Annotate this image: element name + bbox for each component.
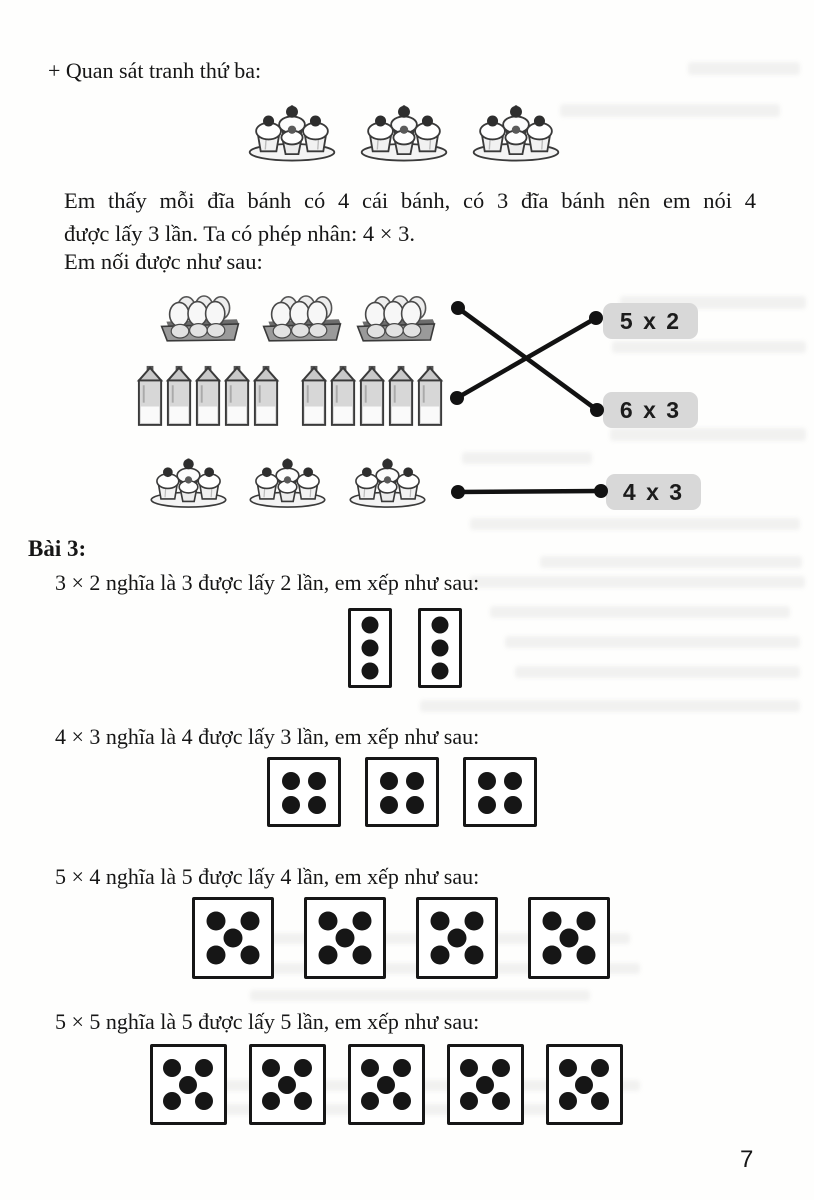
dot-card [365,757,439,827]
dot [282,772,300,790]
bleedthrough-text-trace [515,666,800,678]
bleedthrough-text-trace [462,452,592,464]
cupcake-plate-group [247,452,328,509]
dot [352,912,371,931]
bleedthrough-text-trace [540,556,802,568]
dot [464,912,483,931]
egg-carton-group [160,292,240,343]
dot [207,912,226,931]
dot [361,1059,379,1077]
dot-card [463,757,537,827]
dot [591,1059,609,1077]
dot [431,945,450,964]
dot [362,617,379,634]
cupcake-plate-image [247,452,328,509]
dot [576,912,595,931]
dot [432,662,449,679]
bleedthrough-text-trace [490,606,790,618]
dot [352,945,371,964]
milk-carton-group [300,364,445,428]
dot [294,1059,312,1077]
paragraph-line: được lấy 3 lần. Ta có phép nhân: 4 × 3. [64,221,415,246]
dot [543,912,562,931]
dot [240,912,259,931]
dot [380,796,398,814]
dot [478,796,496,814]
exercise-statement-2: 4 × 3 nghĩa là 4 được lấy 3 lần, em xếp như sau: [55,724,480,749]
dot [262,1059,280,1077]
connect-instruction: Em nối được như sau: [64,249,263,274]
dot [240,945,259,964]
milk-carton-group-image [300,364,445,428]
cupcake-plate-image [148,452,229,509]
bleedthrough-text-trace [610,428,806,441]
bleedthrough-text-trace [560,104,780,117]
explanation-paragraph [64,184,756,250]
exercise-title: Bài 3: [28,536,87,561]
dot [406,772,424,790]
dot [460,1059,478,1077]
dot [362,662,379,679]
bleedthrough-text-trace [190,1104,590,1115]
exercise-statement-4: 5 × 5 nghĩa là 5 được lấy 5 lần, em xếp như sau: [55,1009,480,1034]
cupcake-plate-image [358,98,450,162]
egg-carton-image [262,292,342,343]
dot [362,640,379,657]
dot-card [267,757,341,827]
paragraph-line: Em thấy mỗi đĩa bánh có 4 cái bánh, có 3 đĩa bánh nên em nói 4 [64,188,756,213]
dot [464,945,483,964]
dot [432,640,449,657]
exercise-statement-3: 5 × 4 nghĩa là 5 được lấy 4 lần, em xếp như sau: [55,864,480,889]
dot [543,945,562,964]
intro-cupcake-plate [358,98,450,167]
dot [431,912,450,931]
answer-label-5x2: 5 x 2 [603,303,698,339]
bleedthrough-text-trace [250,990,590,1001]
dot [380,772,398,790]
bleedthrough-text-trace [470,518,800,530]
observe-instruction: + Quan sát tranh thứ ba: [48,58,262,83]
dot [308,772,326,790]
milk-carton-group-image [136,364,281,428]
bleedthrough-text-trace [612,341,806,353]
bleedthrough-text-trace [470,576,805,588]
cupcake-plate-group [347,452,428,509]
intro-cupcake-plate [246,98,338,167]
dot-card [418,608,462,688]
bleedthrough-text-trace [688,62,800,75]
dot [504,772,522,790]
bleedthrough-text-trace [420,700,800,712]
bleedthrough-text-trace [160,1080,640,1091]
egg-carton-image [160,292,240,343]
bleedthrough-text-trace [620,296,806,309]
dot [207,945,226,964]
bleedthrough-text-trace [200,963,640,974]
answer-label-6x3: 6 x 3 [603,392,698,428]
milk-carton-group [136,364,281,428]
egg-carton-image [356,292,436,343]
dot-card-row-2 [0,757,809,827]
bleedthrough-text-trace [210,933,630,944]
dot [195,1059,213,1077]
dot [163,1092,181,1110]
cupcake-plate-image [347,452,428,509]
dot [559,1059,577,1077]
cupcake-plate-image [246,98,338,162]
cupcake-plate-group [148,452,229,509]
dot [478,772,496,790]
egg-carton-group [262,292,342,343]
dot [393,1059,411,1077]
dot [492,1059,510,1077]
dot [406,796,424,814]
dot [432,617,449,634]
intro-cupcake-plate [470,98,562,167]
page-number: 7 [740,1146,754,1173]
dot [282,796,300,814]
intro-picture [246,98,562,167]
exercise-statement-1: 3 × 2 nghĩa là 3 được lấy 2 lần, em xếp như sau: [55,570,480,595]
dot [319,912,338,931]
cupcake-plate-image [470,98,562,162]
dot [591,1092,609,1110]
dot [576,945,595,964]
egg-carton-group [356,292,436,343]
answer-label-4x3: 4 x 3 [606,474,701,510]
bleedthrough-text-trace [505,636,800,648]
dot [163,1059,181,1077]
dot [319,945,338,964]
dot [308,796,326,814]
dot [504,796,522,814]
dot-card [348,608,392,688]
